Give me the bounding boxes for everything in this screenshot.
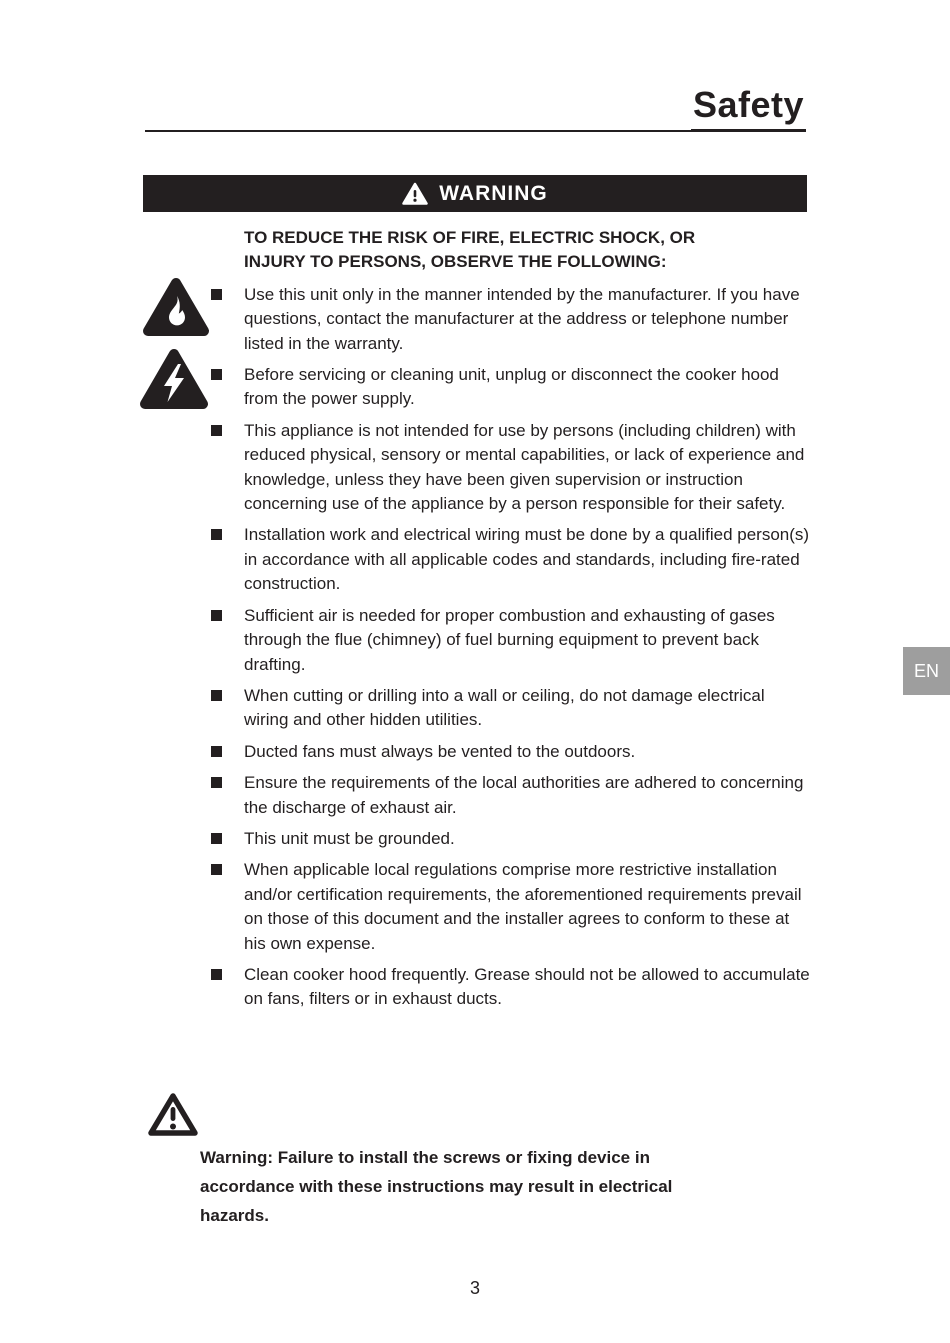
footer-warning-line-3: hazards. <box>200 1206 269 1225</box>
list-item: When cutting or drilling into a wall or ceiling, do not damage electrical wiring and other hidden utilities. <box>244 684 810 733</box>
fire-hazard-icon <box>141 276 211 343</box>
page-title: Safety <box>691 84 806 132</box>
intro-line-2: INJURY TO PERSONS, OBSERVE THE FOLLOWING: <box>244 252 667 272</box>
warning-banner-label: WARNING <box>439 181 548 205</box>
footer-warning-line-2: accordance with these instructions may result in electrical <box>200 1177 673 1196</box>
list-item: This appliance is not intended for use by persons (including children) with reduced physical, sensory or mental capabilities, or lack of experience and knowledge, unless they have been given supervision or instruction concerning use of the appliance by a person responsible for their safety. <box>244 419 810 517</box>
page-number: 3 <box>469 1278 480 1298</box>
list-item: Ducted fans must always be vented to the outdoors. <box>244 740 810 764</box>
list-item: Installation work and electrical wiring must be done by a qualified person(s) in accordance with all applicable codes and standards, including fire-rated construction. <box>244 523 810 596</box>
safety-instructions <box>244 226 810 1012</box>
list-item: Ensure the requirements of the local authorities are adhered to concerning the discharge of exhaust air. <box>244 771 810 820</box>
language-tab-label: EN <box>913 660 939 681</box>
language-tab <box>903 647 950 695</box>
intro-line-1: TO REDUCE THE RISK OF FIRE, ELECTRIC SHOCK, OR <box>244 228 696 247</box>
footer-warning <box>200 1143 748 1230</box>
list-item: Clean cooker hood frequently. Grease should not be allowed to accumulate on fans, filters or in exhaust ducts. <box>244 963 810 1012</box>
intro-heading <box>244 226 810 275</box>
warning-banner <box>143 175 807 212</box>
list-item: This unit must be grounded. <box>244 827 810 851</box>
exclamation-warning-icon <box>147 1090 199 1143</box>
footer-warning-line-1: Warning: Failure to install the screws or fixing device in <box>200 1148 650 1167</box>
list-item: Use this unit only in the manner intended by the manufacturer. If you have questions, contact the manufacturer at the address or telephone number listed in the warranty. <box>244 283 810 356</box>
list-item: Before servicing or cleaning unit, unplug or disconnect the cooker hood from the power supply. <box>244 363 810 412</box>
electric-shock-hazard-icon <box>137 346 211 417</box>
warning-triangle-icon <box>402 182 428 205</box>
list-item: Sufficient air is needed for proper combustion and exhausting of gases through the flue (chimney) of fuel burning equipment to prevent back drafting. <box>244 604 810 677</box>
safety-instructions-list <box>244 283 810 1012</box>
list-item: When applicable local regulations comprise more restrictive installation and/or certification requirements, the aforementioned requirements prevail on those of this document and the installer agrees to conform to these at his own expense. <box>244 858 810 956</box>
header-rule <box>145 84 806 132</box>
